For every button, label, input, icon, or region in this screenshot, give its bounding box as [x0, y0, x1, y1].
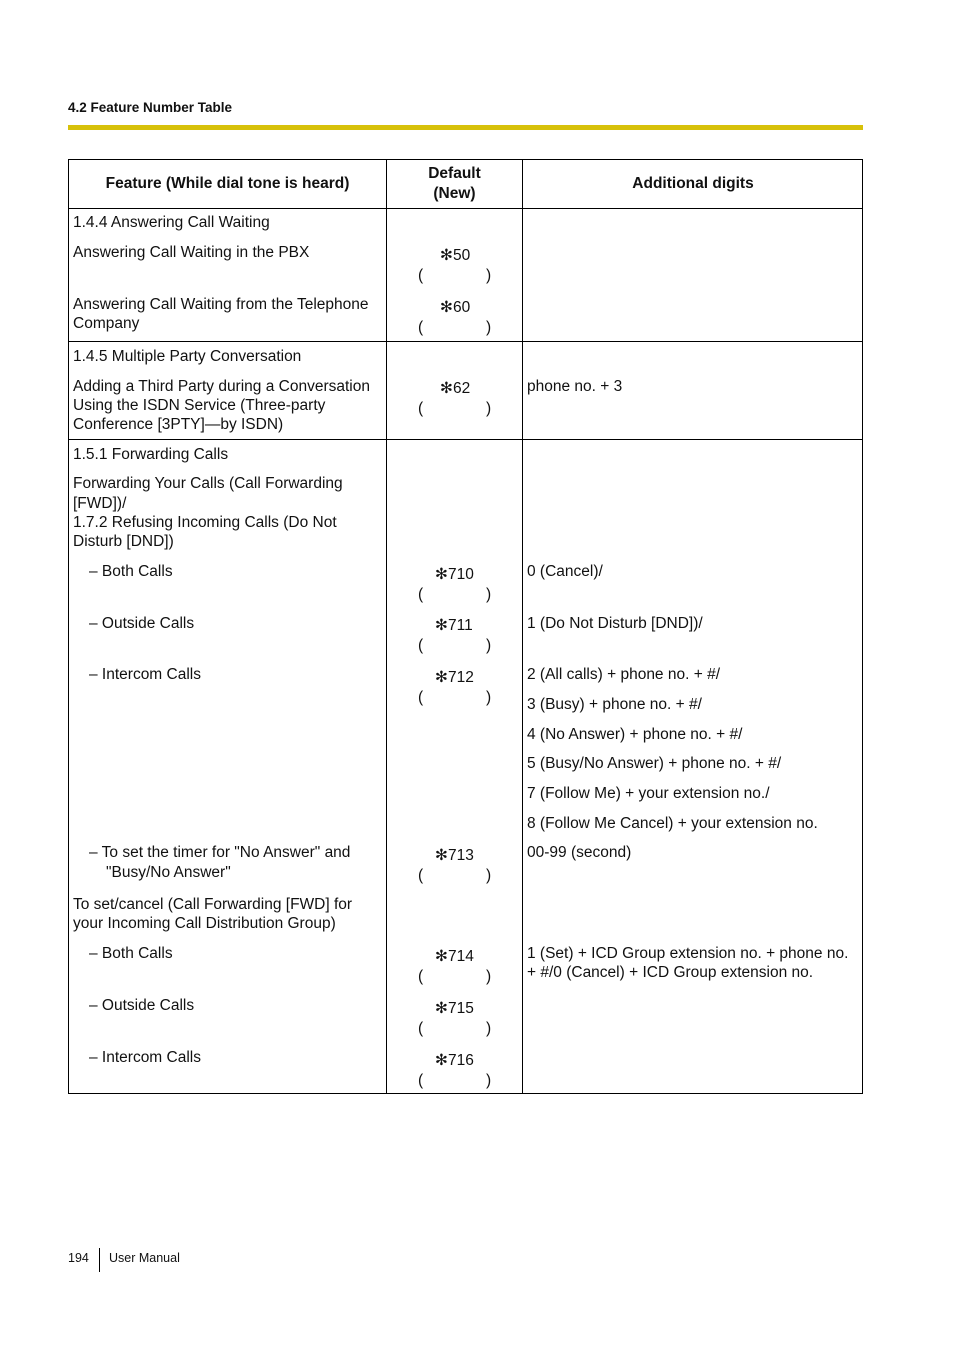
feature-label: To set/cancel (Call Forwarding [FWD] for — [73, 896, 353, 913]
paren-open: ( — [418, 319, 424, 336]
header-rule — [68, 125, 863, 130]
feature-label: Conference [3PTY]—by ISDN) — [73, 416, 284, 433]
row-divider — [69, 439, 862, 440]
col-divider — [386, 160, 387, 1093]
paren-close: ) — [486, 319, 492, 336]
paren-close: ) — [486, 689, 492, 706]
paren-open: ( — [418, 400, 424, 417]
row-divider — [69, 208, 862, 209]
section-heading: 1.5.1 Forwarding Calls — [73, 446, 229, 463]
feature-label: Disturb [DND]) — [73, 533, 174, 550]
feature-code: ✻713 — [435, 847, 474, 864]
paren-close: ) — [486, 1072, 492, 1089]
feature-code: ✻60 — [440, 299, 471, 316]
column-header-additional: Additional digits — [632, 175, 754, 192]
paren-open: ( — [418, 968, 424, 985]
feature-code: ✻711 — [435, 617, 473, 634]
feature-code: ✻716 — [435, 1052, 474, 1069]
additional-digits: 8 (Follow Me Cancel) + your extension no. — [527, 815, 818, 832]
paren-close: ) — [486, 867, 492, 884]
additional-digits: phone no. + 3 — [527, 378, 623, 395]
feature-label: Answering Call Waiting in the PBX — [73, 244, 310, 261]
feature-sublabel: – Intercom Calls — [89, 666, 201, 683]
paren-open: ( — [418, 689, 424, 706]
additional-digits: 1 (Set) + ICD Group extension no. + phone no. — [527, 945, 849, 962]
page-number: 194 — [68, 1251, 89, 1265]
feature-sublabel: – To set the timer for "No Answer" and — [89, 844, 351, 861]
feature-code: ✻50 — [440, 247, 471, 264]
paren-open: ( — [418, 267, 424, 284]
feature-label: Forwarding Your Calls (Call Forwarding — [73, 475, 343, 492]
feature-sublabel: – Outside Calls — [89, 615, 195, 632]
paren-close: ) — [486, 1020, 492, 1037]
paren-close: ) — [486, 637, 492, 654]
additional-digits: 4 (No Answer) + phone no. + #/ — [527, 726, 743, 743]
additional-digits: 0 (Cancel)/ — [527, 563, 603, 580]
paren-open: ( — [418, 637, 424, 654]
paren-close: ) — [486, 586, 492, 603]
paren-close: ) — [486, 267, 492, 284]
additional-digits: 7 (Follow Me) + your extension no./ — [527, 785, 770, 802]
feature-sublabel: – Intercom Calls — [89, 1049, 201, 1066]
feature-label: Answering Call Waiting from the Telephone — [73, 296, 369, 313]
feature-number-table — [68, 159, 863, 1094]
section-heading: 1.4.5 Multiple Party Conversation — [73, 348, 302, 365]
feature-code: ✻712 — [435, 669, 474, 686]
column-header-feature: Feature (While dial tone is heard) — [105, 175, 350, 192]
paren-open: ( — [418, 1020, 424, 1037]
row-divider — [69, 341, 862, 342]
feature-code: ✻62 — [440, 380, 471, 397]
column-header-default-new: (New) — [433, 185, 476, 202]
footer-divider — [99, 1248, 100, 1272]
feature-code: ✻710 — [435, 566, 474, 583]
feature-sublabel: "Busy/No Answer" — [106, 864, 231, 881]
feature-code: ✻715 — [435, 1000, 474, 1017]
feature-sublabel: – Both Calls — [89, 945, 173, 962]
paren-open: ( — [418, 586, 424, 603]
paren-open: ( — [418, 1072, 424, 1089]
feature-label: 1.7.2 Refusing Incoming Calls (Do Not — [73, 514, 337, 531]
col-divider — [522, 160, 523, 1093]
paren-open: ( — [418, 867, 424, 884]
additional-digits: 5 (Busy/No Answer) + phone no. + #/ — [527, 755, 782, 772]
feature-label: Using the ISDN Service (Three-party — [73, 397, 326, 414]
column-header-default: Default — [428, 165, 481, 182]
feature-label: [FWD])/ — [73, 495, 127, 512]
footer-doc-title: User Manual — [109, 1251, 180, 1265]
paren-close: ) — [486, 400, 492, 417]
additional-digits: + #/0 (Cancel) + ICD Group extension no. — [527, 964, 814, 981]
feature-sublabel: – Outside Calls — [89, 997, 195, 1014]
additional-digits: 2 (All calls) + phone no. + #/ — [527, 666, 721, 683]
feature-label: Company — [73, 315, 140, 332]
additional-digits: 3 (Busy) + phone no. + #/ — [527, 696, 702, 713]
section-heading: 1.4.4 Answering Call Waiting — [73, 214, 270, 231]
feature-label: Adding a Third Party during a Conversation — [73, 378, 370, 395]
additional-digits: 00-99 (second) — [527, 844, 632, 861]
feature-sublabel: – Both Calls — [89, 563, 173, 580]
section-title: 4.2 Feature Number Table — [68, 100, 233, 115]
additional-digits: 1 (Do Not Disturb [DND])/ — [527, 615, 703, 632]
feature-label: your Incoming Call Distribution Group) — [73, 915, 336, 932]
paren-close: ) — [486, 968, 492, 985]
feature-code: ✻714 — [435, 948, 474, 965]
